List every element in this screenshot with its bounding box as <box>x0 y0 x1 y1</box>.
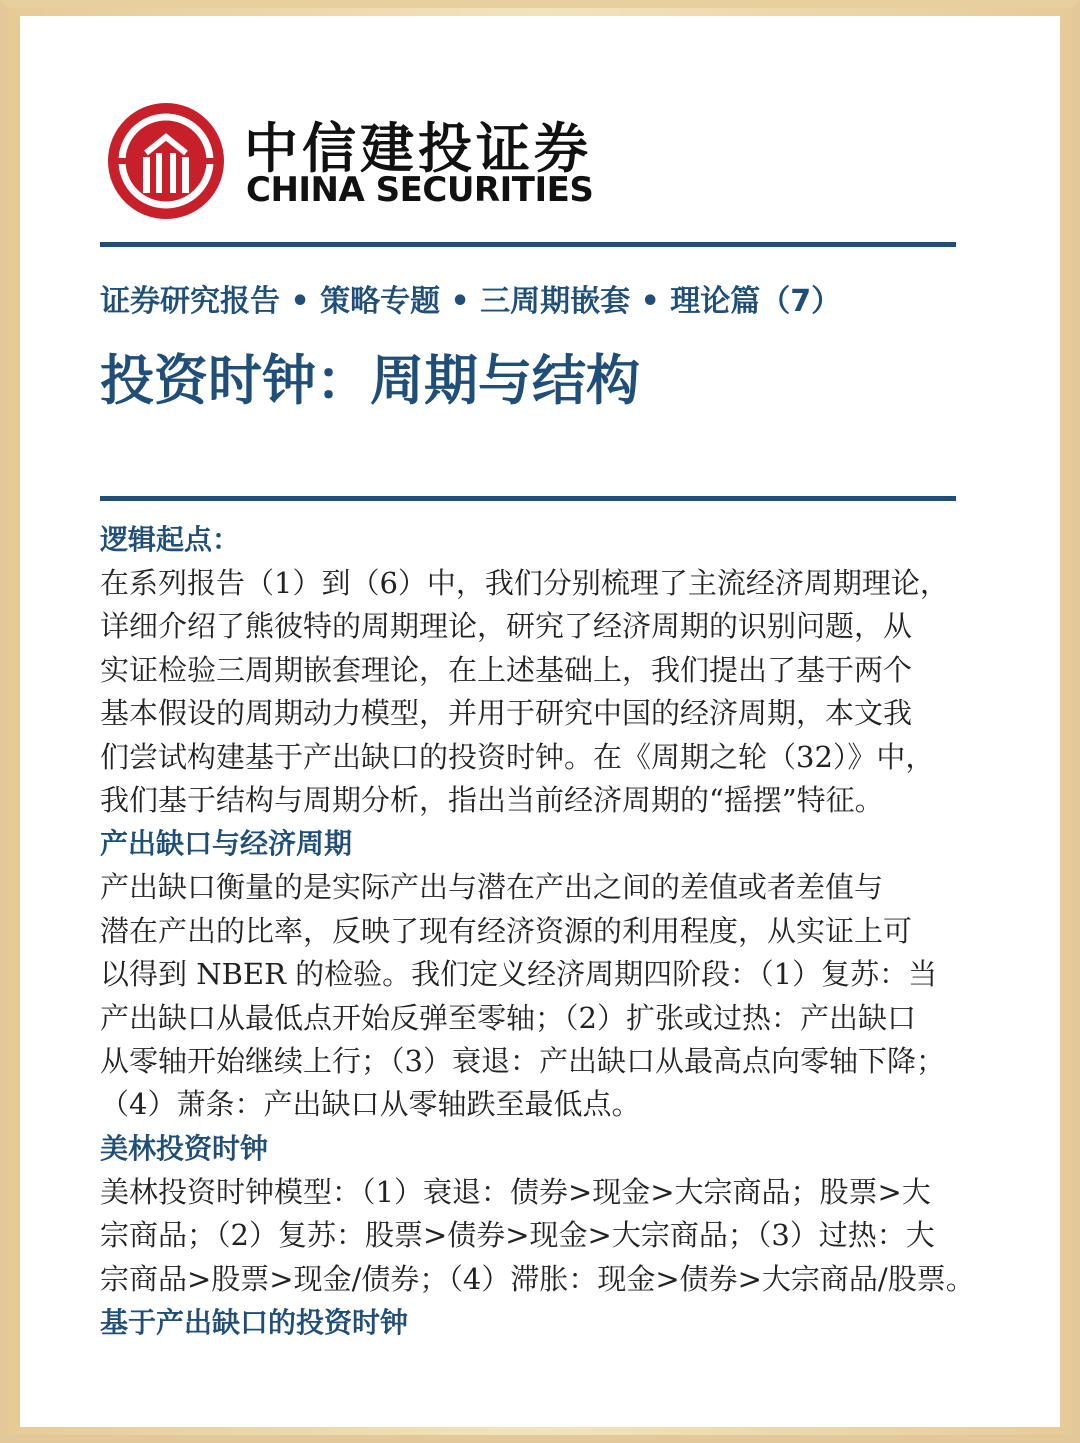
brand-name-en: CHINA SECURITIES <box>246 170 594 210</box>
paragraph-line: 从零轴开始继续上行；（3）衰退：产出缺口从最高点向零轴下降； <box>100 1044 945 1079</box>
paragraph-line: （4）萧条：产出缺口从零轴跌至最低点。 <box>100 1087 641 1122</box>
section-paragraph <box>100 562 966 822</box>
section-paragraph <box>100 866 966 1126</box>
header-divider-top <box>100 242 956 247</box>
report-body <box>100 518 975 1345</box>
section-heading: 美林投资时钟 <box>100 1131 269 1165</box>
page-title: 投资时钟：周期与结构 <box>100 349 640 412</box>
paragraph-line: 产出缺口从最低点开始反弹至零轴；（2）扩张或过热：产出缺口 <box>100 1000 916 1035</box>
section-heading: 基于产出缺口的投资时钟 <box>100 1306 409 1340</box>
section-paragraph <box>100 1171 975 1301</box>
paragraph-line: 基本假设的周期动力模型，并用于研究中国的经济周期，本文我 <box>100 696 913 731</box>
section-logic-start <box>100 518 966 822</box>
section-heading: 产出缺口与经济周期 <box>100 827 353 861</box>
section-merrill-clock <box>100 1127 975 1301</box>
paragraph-line: 以得到 NBER 的检验。我们定义经济周期四阶段：（1）复苏：当 <box>100 957 938 992</box>
section-output-gap-clock <box>100 1301 966 1345</box>
citic-logo-icon <box>106 101 226 221</box>
section-heading: 逻辑起点： <box>100 523 241 556</box>
report-breadcrumb: 证券研究报告 • 策略专题 • 三周期嵌套 • 理论篇（7） <box>100 284 842 319</box>
section-output-gap <box>100 822 966 1126</box>
header-divider-bottom <box>100 496 956 501</box>
brand-name-cn: 中信建投证券 <box>244 117 592 180</box>
paragraph-line: 们尝试构建基于产出缺口的投资时钟。在《周期之轮（32）》中， <box>100 739 935 774</box>
paragraph-line: 实证检验三周期嵌套理论，在上述基础上，我们提出了基于两个 <box>100 652 913 687</box>
paragraph-line: 宗商品>股票>现金/债券；（4）滞胀：现金>债券>大宗商品/股票。 <box>100 1261 975 1296</box>
paragraph-line: 产出缺口衡量的是实际产出与潜在产出之间的差值或者差值与 <box>100 870 884 905</box>
paragraph-line: 潜在产出的比率，反映了现有经济资源的利用程度，从实证上可 <box>100 913 913 948</box>
paragraph-line: 详细介绍了熊彼特的周期理论，研究了经济周期的识别问题，从 <box>100 609 913 644</box>
paragraph-line: 在系列报告（1）到（6）中，我们分别梳理了主流经济周期理论， <box>100 566 949 600</box>
paragraph-line: 宗商品；（2）复苏：股票>债券>现金>大宗商品；（3）过热：大 <box>100 1218 935 1253</box>
paragraph-line: 美林投资时钟模型：（1）衰退：债券>现金>大宗商品；股票>大 <box>100 1174 931 1209</box>
paragraph-line: 我们基于结构与周期分析，指出当前经济周期的“摇摆”特征。 <box>100 783 884 818</box>
